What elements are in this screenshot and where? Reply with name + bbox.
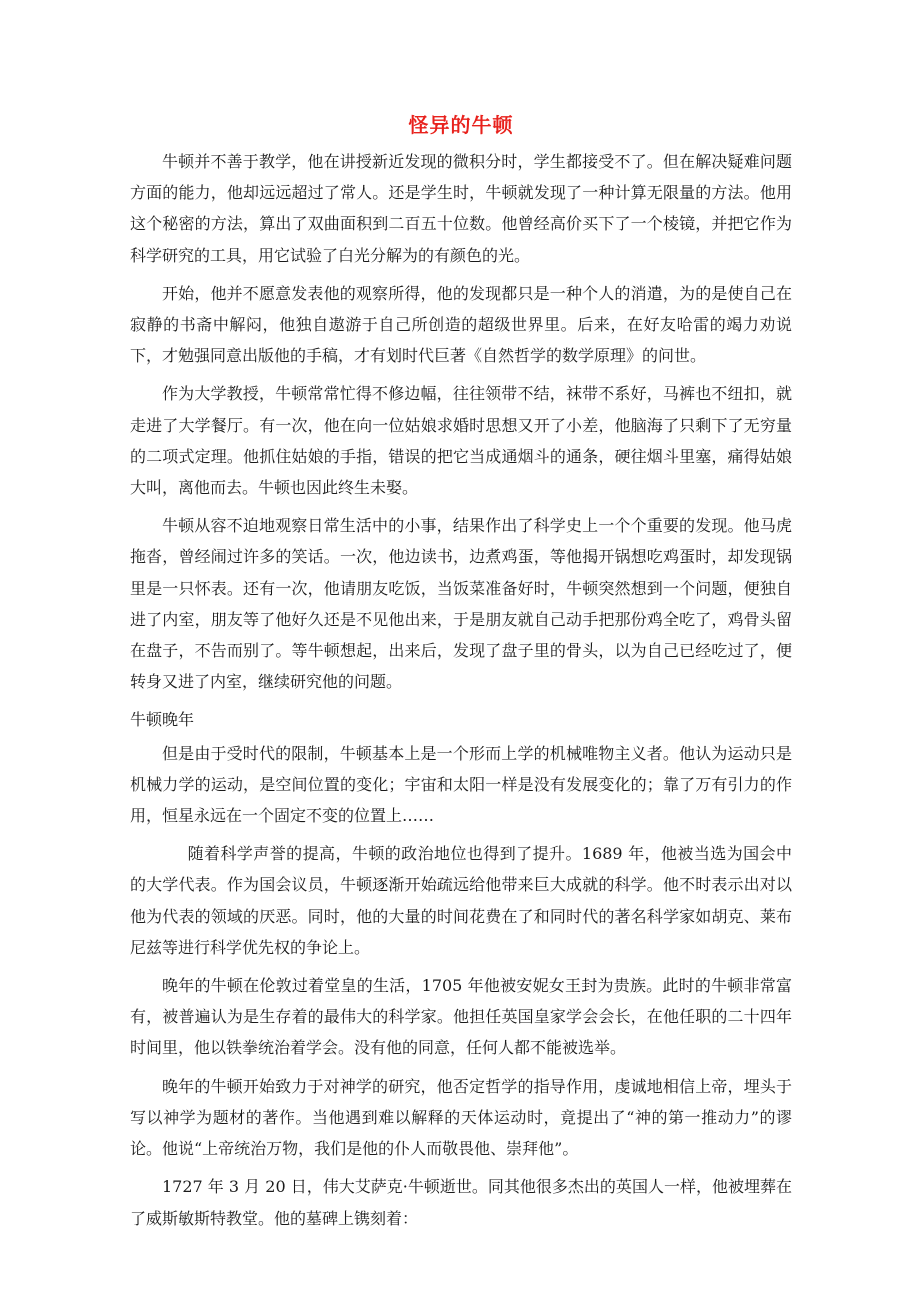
document-page bbox=[130, 108, 792, 1241]
paragraph: 随着科学声誉的提高，牛顿的政治地位也得到了提升。1689 年，他被当选为国会中的大学代表。作为国会议员，牛顿逐渐开始疏远给他带来巨大成就的科学。他不时表示出对以他为代表的领域的厌恶。同时，他的大量的时间花费在了和同时代的著名科学家如胡克、莱布尼兹等进行科学优先权的争论上。 bbox=[130, 844, 792, 957]
paragraph: 牛顿从容不迫地观察日常生活中的小事，结果作出了科学史上一个个重要的发现。他马虎拖沓，曾经闹过许多的笑话。一次，他边读书，边煮鸡蛋，等他揭开锅想吃鸡蛋时，却发现锅里是一只怀表。还有一次，他请朋友吃饭，当饭菜准备好时，牛顿突然想到一个问题，便独自进了内室，朋友等了他好久还是不见他出来，于是朋友就自己动手把那份鸡全吃了，鸡骨头留在盘子，不告而别了。等牛顿想起，出来后，发现了盘子里的骨头，以为自己已经吃过了，便转身又进了内室，继续研究他的问题。 bbox=[130, 516, 792, 692]
paragraph: 晚年的牛顿开始致力于对神学的研究，他否定哲学的指导作用，虔诚地相信上帝，埋头于写以神学为题材的著作。当他遇到难以解释的天体运动时，竟提出了“神的第一推动力”的谬论。他说“上帝统治万物，我们是他的仆人而敬畏他、崇拜他”。 bbox=[130, 1076, 792, 1159]
section-heading: 牛顿晚年 bbox=[130, 710, 195, 730]
paragraph: 开始，他并不愿意发表他的观察所得，他的发现都只是一种个人的消遣，为的是使自己在寂静的书斋中解闷，他独自遨游于自己所创造的超级世界里。后来，在好友哈雷的竭力劝说下，才勉强同意出版他的手稿，才有划时代巨著《自然哲学的数学原理》的问世。 bbox=[130, 283, 792, 366]
paragraph: 1727 年 3 月 20 日，伟大艾萨克·牛顿逝世。同其他很多杰出的英国人一样，他被埋葬在了威斯敏斯特教堂。他的墓碑上镌刻着： bbox=[130, 1177, 792, 1228]
paragraph: 牛顿并不善于教学，他在讲授新近发现的微积分时，学生都接受不了。但在解决疑难问题方面的能力，他却远远超过了常人。还是学生时，牛顿就发现了一种计算无限量的方法。他用这个秘密的方法，算出了双曲面积到二百五十位数。他曾经高价买下了一个棱镜，并把它作为科学研究的工具，用它试验了白光分解为的有颜色的光。 bbox=[130, 152, 792, 265]
paragraph: 作为大学教授，牛顿常常忙得不修边幅，往往领带不结，袜带不系好，马裤也不纽扣，就走进了大学餐厅。有一次，他在向一位姑娘求婚时思想又开了小差，他脑海了只剩下了无穷量的二项式定理。他抓住姑娘的手指，错误的把它当成通烟斗的通条，硬往烟斗里塞，痛得姑娘大叫，离他而去。牛顿也因此终生未娶。 bbox=[130, 384, 792, 498]
paragraph: 但是由于受时代的限制，牛顿基本上是一个形而上学的机械唯物主义者。他认为运动只是机械力学的运动，是空间位置的变化；宇宙和太阳一样是没有发展变化的；靠了万有引力的作用，恒星永远在一个固定不变的位置上…… bbox=[130, 743, 792, 826]
document-title: 怪异的牛顿 bbox=[408, 113, 514, 137]
paragraph: 晚年的牛顿在伦敦过着堂皇的生活，1705 年他被安妮女王封为贵族。此时的牛顿非常富有，被普遍认为是生存着的最伟大的科学家。他担任英国皇家学会会长，在他任职的二十四年时间里，他以铁拳统治着学会。没有他的同意，任何人都不能被选举。 bbox=[130, 976, 792, 1058]
